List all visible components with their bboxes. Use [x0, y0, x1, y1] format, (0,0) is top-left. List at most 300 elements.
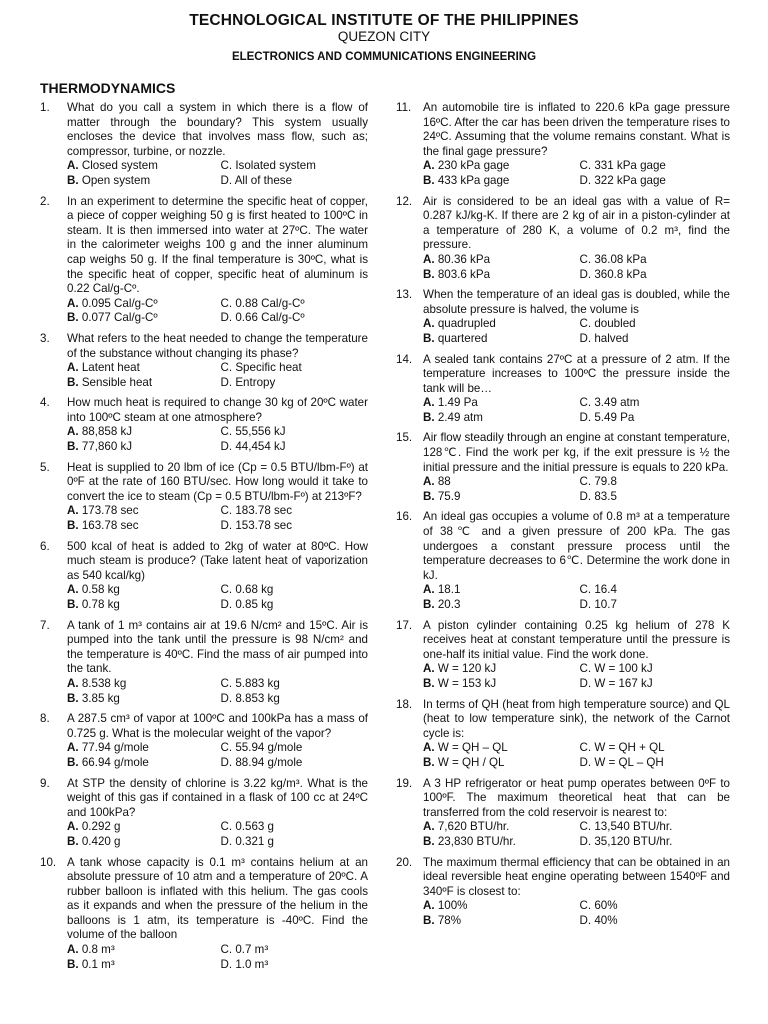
- answer-option: [221, 174, 369, 189]
- answer-options: [67, 297, 368, 326]
- answer-option: [580, 598, 731, 613]
- question-item: [40, 195, 368, 326]
- answer-option: [423, 475, 574, 490]
- option-text: quadrupled: [437, 317, 496, 331]
- option-letter: D.: [220, 691, 233, 705]
- question-body: [423, 195, 730, 283]
- question-number: 13.: [396, 288, 413, 302]
- answer-option: [423, 662, 574, 677]
- answer-option: [221, 311, 369, 326]
- option-letter: C.: [220, 741, 233, 755]
- option-text: 7,620 BTU/hr.: [437, 820, 510, 834]
- question-item: [396, 431, 730, 504]
- option-letter: D.: [579, 489, 592, 503]
- option-text: W = 153 kJ: [437, 676, 497, 690]
- question-stem: In an experiment to determine the specific heat of copper, a piece of copper weighing 50 g is first heated to 100ºC in steam. It is then immersed into water at 27ºC. The water in the calorimeter weighs 100 g and the inner aluminum cap weighs 50 g. If the final temperature is 30ºC, what is the specific heat of copper, specific heat of aluminum is 0.22 Cal/g-Cº.: [67, 194, 368, 296]
- answer-option: [67, 174, 215, 189]
- option-text: 0.321 g: [235, 834, 275, 848]
- answer-option: [580, 174, 731, 189]
- answer-options: [67, 583, 368, 612]
- answer-option: [67, 835, 215, 850]
- option-letter: C.: [579, 583, 592, 597]
- option-letter: D.: [579, 173, 592, 187]
- answer-option: [423, 411, 574, 426]
- option-letter: A.: [67, 943, 79, 957]
- option-letter: D.: [579, 676, 592, 690]
- option-text: W = QH + QL: [594, 741, 665, 755]
- option-text: 0.68 kg: [235, 583, 274, 597]
- option-letter: D.: [220, 173, 233, 187]
- answer-option: [67, 311, 215, 326]
- question-number: 4.: [40, 396, 50, 410]
- question-item: [396, 195, 730, 283]
- question-body: [67, 619, 368, 707]
- question-stem: When the temperature of an ideal gas is doubled, while the absolute pressure is halved, the volume is: [423, 288, 730, 316]
- option-letter: B.: [67, 957, 79, 971]
- option-text: W = QH / QL: [437, 755, 505, 769]
- answer-option: [221, 504, 369, 519]
- answer-option: [67, 297, 215, 312]
- option-text: Open system: [81, 173, 151, 187]
- option-text: 3.85 kg: [81, 691, 120, 705]
- question-item: [40, 396, 368, 454]
- option-letter: D.: [220, 834, 233, 848]
- answer-options: [67, 820, 368, 849]
- option-text: 80.36 kPa: [437, 252, 491, 266]
- answer-option: [67, 677, 215, 692]
- option-letter: C.: [579, 396, 592, 410]
- question-body: [67, 777, 368, 850]
- answer-option: [580, 914, 731, 929]
- option-letter: C.: [579, 252, 592, 266]
- question-column-left: [40, 101, 368, 978]
- answer-option: [221, 159, 369, 174]
- option-text: 0.78 kg: [81, 598, 120, 611]
- option-text: 36.08 kPa: [594, 252, 647, 266]
- option-letter: B.: [423, 834, 435, 848]
- answer-options: [423, 475, 730, 504]
- option-letter: C.: [220, 504, 233, 518]
- answer-options: [423, 820, 730, 849]
- option-text: All of these: [234, 173, 293, 187]
- answer-option: [580, 268, 731, 283]
- option-letter: A.: [67, 676, 79, 690]
- option-text: 55.94 g/mole: [235, 741, 303, 755]
- answer-option: [580, 411, 731, 426]
- question-body: [423, 510, 730, 612]
- option-text: 0.420 g: [81, 834, 121, 848]
- option-text: 153.78 sec: [235, 519, 293, 533]
- option-letter: B.: [423, 755, 435, 769]
- answer-option: [580, 899, 731, 914]
- option-text: 77.94 g/mole: [81, 741, 149, 755]
- answer-option: [221, 361, 369, 376]
- option-text: 1.49 Pa: [437, 396, 478, 410]
- answer-option: [67, 958, 215, 973]
- option-text: 88: [437, 475, 451, 489]
- option-letter: C.: [579, 475, 592, 489]
- answer-option: [221, 297, 369, 312]
- option-letter: C.: [220, 943, 233, 957]
- question-number: 10.: [40, 855, 57, 869]
- option-text: 0.58 kg: [81, 583, 120, 597]
- option-text: 0.88 Cal/g-Cº: [235, 296, 305, 310]
- option-letter: A.: [67, 425, 79, 439]
- question-stem: What refers to the heat needed to change the temperature of the substance without changing its phase?: [67, 331, 368, 360]
- option-letter: D.: [220, 755, 233, 769]
- answer-option: [423, 899, 574, 914]
- option-letter: B.: [67, 311, 79, 325]
- answer-option: [580, 475, 731, 490]
- answer-option: [580, 253, 731, 268]
- question-body: [423, 856, 730, 929]
- option-letter: B.: [423, 173, 435, 187]
- option-letter: D.: [579, 331, 592, 345]
- question-body: [67, 540, 368, 613]
- answer-option: [423, 253, 574, 268]
- option-text: 66.94 g/mole: [81, 755, 149, 769]
- question-stem: Heat is supplied to 20 lbm of ice (Cp = 0.5 BTU/lbm-Fº) at 0ºF at the rate of 160 BTU/sec. How long would it take to convert the ice to steam (Cp = 0.5 BTU/lbm-Fº) at 213ºF?: [67, 460, 368, 503]
- option-letter: B.: [67, 691, 79, 705]
- question-number: 20.: [396, 855, 413, 869]
- answer-option: [580, 583, 731, 598]
- option-text: 60%: [594, 899, 618, 913]
- answer-option: [423, 820, 574, 835]
- answer-option: [221, 835, 369, 850]
- answer-options: [67, 504, 368, 533]
- question-item: [40, 619, 368, 707]
- option-text: W = QH – QL: [437, 741, 508, 755]
- option-letter: D.: [579, 913, 592, 927]
- option-text: 433 kPa gage: [437, 173, 510, 187]
- question-number: 3.: [40, 331, 50, 345]
- answer-option: [221, 425, 369, 440]
- answer-option: [423, 583, 574, 598]
- question-item: [396, 619, 730, 692]
- answer-option: [221, 519, 369, 534]
- question-item: [40, 461, 368, 534]
- question-stem: A 3 HP refrigerator or heat pump operates between 0ºF to 100ºF. The maximum theoretical heat that can be transferred from the cold reservoir is nearest to:: [423, 776, 730, 819]
- option-text: 20.3: [437, 598, 461, 611]
- option-text: 3.49 atm: [594, 396, 640, 410]
- option-text: 78%: [437, 913, 462, 927]
- question-item: [40, 712, 368, 770]
- answer-option: [67, 361, 215, 376]
- option-text: 100%: [437, 899, 468, 913]
- answer-options: [423, 159, 730, 188]
- answer-options: [67, 943, 368, 972]
- option-text: 0.7 m³: [235, 943, 269, 957]
- option-text: 5.883 kg: [235, 676, 280, 690]
- question-stem: At STP the density of chlorine is 3.22 kg/m³. What is the weight of this gas if contained in a flask of 100 cc at 24ºC and 100kPa?: [67, 776, 368, 819]
- option-text: W = QL – QH: [594, 755, 664, 769]
- answer-option: [580, 490, 731, 505]
- answer-option: [580, 741, 731, 756]
- option-text: 331 kPa gage: [594, 159, 666, 173]
- option-letter: A.: [423, 396, 435, 410]
- answer-option: [423, 741, 574, 756]
- question-number: 2.: [40, 194, 50, 208]
- option-letter: C.: [220, 361, 233, 375]
- answer-option: [67, 756, 215, 771]
- answer-option: [221, 958, 369, 973]
- answer-option: [67, 376, 215, 391]
- answer-option: [580, 820, 731, 835]
- answer-option: [221, 376, 369, 391]
- option-text: 2.49 atm: [437, 410, 483, 424]
- option-letter: A.: [67, 820, 79, 834]
- option-text: 35,120 BTU/hr.: [594, 834, 673, 848]
- answer-option: [221, 756, 369, 771]
- option-text: 8.853 kg: [235, 691, 280, 705]
- answer-option: [423, 268, 574, 283]
- option-letter: D.: [579, 834, 592, 848]
- option-text: 0.8 m³: [81, 943, 115, 957]
- option-letter: C.: [579, 741, 592, 755]
- option-letter: B.: [67, 173, 79, 187]
- option-letter: A.: [67, 583, 79, 597]
- answer-options: [423, 741, 730, 770]
- question-number: 16.: [396, 510, 413, 524]
- option-text: quartered: [437, 331, 488, 345]
- option-text: 77,860 kJ: [81, 440, 133, 454]
- question-stem: A tank of 1 m³ contains air at 19.6 N/cm² and 15ºC. Air is pumped into the tank until the pressure is 98 N/cm² and the temperature is 40ºC. Find the mass of air pumped into the tank.: [67, 618, 368, 676]
- question-item: [40, 777, 368, 850]
- answer-option: [423, 159, 574, 174]
- question-number: 19.: [396, 776, 413, 790]
- question-item: [396, 288, 730, 346]
- answer-options: [67, 159, 368, 188]
- question-body: [423, 288, 730, 346]
- option-text: 183.78 sec: [235, 504, 293, 518]
- answer-option: [423, 174, 574, 189]
- option-letter: A.: [67, 361, 79, 375]
- question-item: [40, 332, 368, 390]
- option-text: Sensible heat: [81, 375, 153, 389]
- answer-options: [423, 899, 730, 928]
- answer-option: [580, 332, 731, 347]
- option-letter: C.: [579, 159, 592, 173]
- question-stem: Air is considered to be an ideal gas with a value of R= 0.287 kJ/kg-K. If there are 2 kg of air in a piston-cylinder at a temperature of 280 K, a volume of 0.2 m³, find the pressure.: [423, 194, 730, 252]
- answer-option: [67, 440, 215, 455]
- question-column-right: [396, 101, 730, 934]
- option-text: 23,830 BTU/hr.: [437, 834, 516, 848]
- question-stem: A tank whose capacity is 0.1 m³ contains helium at an absolute pressure of 10 atm and a temperature of 20ºC. A rubber balloon is inflated with this helium. The gas cools as it expands and when the pressure of the helium in the balloons is 1 atm, its temperature is -40ºC. Find the volume of the balloon: [67, 855, 368, 942]
- option-letter: D.: [579, 598, 592, 611]
- option-text: 0.563 g: [235, 820, 275, 834]
- answer-options: [423, 253, 730, 282]
- question-stem: A 287.5 cm³ of vapor at 100ºC and 100kPa has a mass of 0.725 g. What is the molecular weight of the vapor?: [67, 712, 368, 740]
- option-letter: C.: [579, 820, 592, 834]
- option-letter: A.: [423, 741, 435, 755]
- option-letter: D.: [220, 519, 233, 533]
- option-text: 88,858 kJ: [81, 425, 133, 439]
- option-text: Specific heat: [235, 361, 302, 375]
- answer-option: [580, 396, 731, 411]
- option-text: 8.538 kg: [81, 676, 127, 690]
- option-letter: B.: [67, 440, 79, 454]
- option-text: 803.6 kPa: [437, 267, 491, 281]
- question-body: [67, 856, 368, 973]
- question-body: [67, 101, 368, 189]
- question-stem: In terms of QH (heat from high temperature source) and QL (heat to low temperature sink), the network of the Carnot cycle is:: [423, 697, 730, 740]
- option-text: 0.66 Cal/g-Cº: [235, 311, 305, 325]
- question-body: [67, 195, 368, 326]
- answer-option: [423, 914, 574, 929]
- option-text: 44,454 kJ: [235, 440, 286, 454]
- option-letter: A.: [67, 159, 79, 173]
- option-letter: B.: [423, 489, 435, 503]
- question-number: 1.: [40, 101, 50, 114]
- answer-option: [221, 943, 369, 958]
- question-item: [40, 101, 368, 189]
- answer-option: [221, 598, 369, 613]
- option-letter: B.: [423, 410, 435, 424]
- option-text: 1.0 m³: [235, 957, 269, 971]
- option-letter: D.: [579, 755, 592, 769]
- option-letter: D.: [220, 598, 233, 611]
- option-letter: A.: [423, 899, 435, 913]
- question-body: [423, 698, 730, 771]
- answer-option: [221, 820, 369, 835]
- answer-option: [423, 756, 574, 771]
- answer-option: [221, 583, 369, 598]
- question-item: [396, 101, 730, 189]
- option-letter: B.: [67, 834, 79, 848]
- option-letter: D.: [220, 957, 233, 971]
- answer-option: [221, 440, 369, 455]
- answer-option: [580, 159, 731, 174]
- option-text: W = 167 kJ: [594, 676, 653, 690]
- option-text: 5.49 Pa: [594, 410, 635, 424]
- option-letter: C.: [579, 317, 592, 331]
- option-letter: A.: [423, 820, 435, 834]
- answer-option: [423, 598, 574, 613]
- department-title: ELECTRONICS AND COMMUNICATIONS ENGINEERING: [231, 51, 537, 63]
- question-stem: A piston cylinder containing 0.25 kg helium of 278 K receives heat at constant temperature until the pressure is one-half its initial value. Find the work done.: [423, 618, 730, 661]
- answer-option: [221, 741, 369, 756]
- answer-options: [67, 677, 368, 706]
- question-item: [396, 510, 730, 612]
- option-text: 75.9: [437, 489, 461, 503]
- option-letter: C.: [220, 425, 233, 439]
- option-text: 16.4: [594, 583, 617, 597]
- answer-options: [423, 317, 730, 346]
- option-letter: D.: [579, 410, 592, 424]
- option-text: 230 kPa gage: [437, 159, 510, 173]
- option-text: 0.292 g: [81, 820, 121, 834]
- question-body: [423, 431, 730, 504]
- option-text: 360.8 kPa: [594, 267, 647, 281]
- question-body: [67, 461, 368, 534]
- option-text: 83.5: [594, 489, 617, 503]
- answer-options: [67, 741, 368, 770]
- city-subtitle: QUEZON CITY: [337, 29, 431, 44]
- option-letter: A.: [423, 252, 435, 266]
- question-item: [396, 856, 730, 929]
- answer-option: [67, 820, 215, 835]
- question-stem: A sealed tank contains 27ºC at a pressure of 2 atm. If the temperature increases to 100ºC the pressure inside the tank will be…: [423, 352, 730, 395]
- question-body: [423, 101, 730, 189]
- option-text: Isolated system: [235, 159, 316, 173]
- option-text: 173.78 sec: [81, 504, 139, 518]
- option-text: 163.78 sec: [81, 519, 139, 533]
- answer-option: [67, 741, 215, 756]
- option-text: 88.94 g/mole: [235, 755, 303, 769]
- question-body: [67, 332, 368, 390]
- question-stem: 500 kcal of heat is added to 2kg of water at 80ºC. How much steam is produce? (Take latent heat of vaporization as 540 kcal/kg): [67, 539, 368, 582]
- option-text: 13,540 BTU/hr.: [594, 820, 673, 834]
- question-body: [67, 712, 368, 770]
- question-stem: How much heat is required to change 30 kg of 20ºC water into 100ºC steam at one atmosphere?: [67, 396, 368, 424]
- option-letter: C.: [220, 583, 233, 597]
- option-text: halved: [594, 331, 629, 345]
- answer-option: [67, 692, 215, 707]
- question-item: [396, 698, 730, 771]
- question-body: [67, 396, 368, 454]
- question-number: 14.: [396, 352, 413, 366]
- option-letter: C.: [220, 676, 233, 690]
- option-text: 0.077 Cal/g-Cº: [81, 311, 158, 325]
- question-item: [40, 540, 368, 613]
- answer-option: [580, 317, 731, 332]
- option-text: Entropy: [235, 375, 276, 389]
- option-letter: D.: [579, 267, 592, 281]
- option-letter: C.: [579, 662, 592, 676]
- answer-option: [67, 504, 215, 519]
- option-text: Closed system: [81, 159, 158, 173]
- option-letter: C.: [220, 296, 233, 310]
- option-text: 18.1: [437, 583, 461, 597]
- question-number: 9.: [40, 776, 50, 790]
- option-text: 0.1 m³: [81, 957, 115, 971]
- option-text: 322 kPa gage: [594, 173, 666, 187]
- answer-options: [67, 361, 368, 390]
- option-letter: A.: [67, 741, 79, 755]
- answer-options: [423, 662, 730, 691]
- option-text: 10.7: [594, 598, 617, 611]
- question-number: 11.: [396, 101, 412, 114]
- answer-option: [580, 756, 731, 771]
- option-letter: A.: [67, 504, 79, 518]
- option-text: 0.85 kg: [235, 598, 274, 611]
- option-letter: B.: [67, 598, 79, 611]
- option-letter: D.: [220, 440, 233, 454]
- question-stem: Air flow steadily through an engine at constant temperature, 128℃. Find the work per kg, if the exit pressure is ½ the initial pressure and the initial pressure is equals to 220 kPa.: [423, 431, 730, 474]
- answer-option: [423, 317, 574, 332]
- answer-option: [423, 677, 574, 692]
- answer-option: [580, 662, 731, 677]
- option-letter: B.: [423, 598, 435, 611]
- question-stem: The maximum thermal efficiency that can be obtained in an ideal reversible heat engine operating between 1540ºF and 340ºF is closest to:: [423, 855, 730, 898]
- question-item: [396, 777, 730, 850]
- question-number: 7.: [40, 618, 50, 632]
- option-letter: D.: [220, 375, 233, 389]
- option-letter: A.: [423, 159, 435, 173]
- option-letter: C.: [220, 159, 233, 173]
- answer-option: [580, 677, 731, 692]
- answer-option: [423, 332, 574, 347]
- option-letter: B.: [423, 267, 435, 281]
- question-number: 6.: [40, 539, 50, 553]
- question-number: 12.: [396, 194, 413, 208]
- question-number: 15.: [396, 431, 413, 445]
- option-text: W = 100 kJ: [594, 662, 653, 676]
- topic-heading: THERMODYNAMICS: [40, 80, 176, 96]
- question-stem: An ideal gas occupies a volume of 0.8 m³ at a temperature of 38℃ and a given pressure of 200 kPa. The gas undergoes a constant pressure process until the temperature decreases to 6℃. Determine the work done in kJ.: [423, 510, 730, 582]
- question-number: 8.: [40, 712, 50, 726]
- option-letter: B.: [423, 913, 435, 927]
